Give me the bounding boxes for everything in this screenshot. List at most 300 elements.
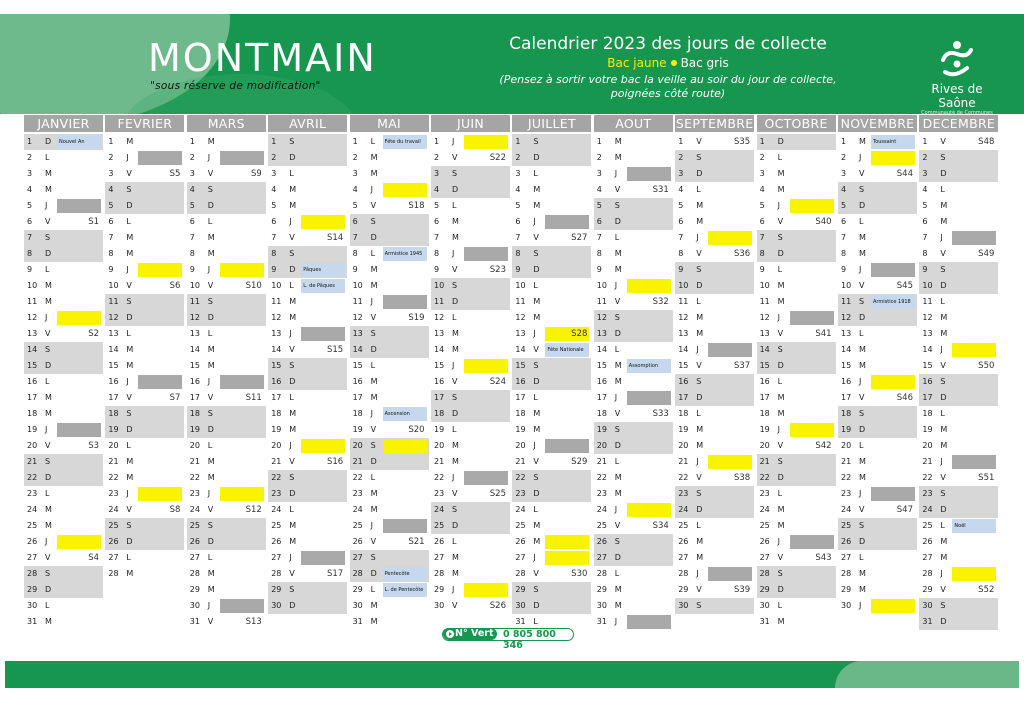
week-number: S37 — [733, 361, 751, 371]
decorative-swoosh — [835, 661, 1019, 688]
day-number: 19 — [352, 425, 363, 434]
day-letter: M — [696, 441, 704, 450]
week-number: S9 — [250, 169, 262, 179]
week-number: S49 — [978, 249, 995, 259]
day-row — [675, 470, 754, 486]
day-letter: V — [696, 249, 702, 258]
day-number: 15 — [434, 361, 445, 370]
day-number: 8 — [759, 249, 765, 258]
month-header: MAI — [350, 115, 429, 132]
day-number: 31 — [596, 617, 607, 626]
day-letter: V — [859, 393, 865, 402]
day-row — [24, 374, 103, 390]
day-number: 17 — [271, 393, 282, 402]
day-letter: M — [533, 425, 541, 434]
day-letter: V — [126, 281, 132, 290]
day-number: 18 — [271, 409, 282, 418]
day-row — [268, 534, 347, 550]
day-number: 5 — [27, 201, 33, 210]
week-number: S44 — [896, 169, 913, 179]
day-number: 21 — [108, 457, 119, 466]
day-letter: J — [614, 169, 618, 178]
day-number: 11 — [27, 297, 38, 306]
day-letter: S — [777, 569, 783, 578]
day-number: 16 — [922, 377, 933, 386]
day-row — [512, 502, 591, 518]
day-letter: V — [207, 617, 214, 626]
day-letter: D — [859, 313, 866, 322]
day-letter: D — [533, 377, 540, 386]
day-number: 20 — [352, 441, 363, 450]
week-number: S14 — [326, 233, 344, 243]
day-number: 28 — [678, 569, 689, 578]
yellow-bin-marker — [301, 439, 345, 453]
day-row — [512, 470, 591, 486]
day-number: 21 — [515, 457, 526, 466]
day-letter: S — [45, 569, 51, 578]
week-number: S5 — [169, 169, 181, 179]
day-letter: S — [940, 265, 946, 274]
week-number: S38 — [733, 473, 751, 483]
day-letter: J — [452, 585, 455, 594]
day-letter: V — [859, 169, 865, 178]
day-number: 20 — [841, 441, 852, 450]
day-letter: M — [777, 169, 785, 178]
day-row — [24, 198, 103, 214]
week-number: S43 — [815, 553, 832, 563]
day-number: 3 — [596, 169, 602, 178]
day-row — [268, 422, 347, 438]
day-number: 25 — [515, 521, 526, 530]
day-letter: D — [777, 585, 784, 594]
day-letter: S — [533, 137, 539, 146]
day-letter: D — [696, 281, 703, 290]
day-letter: S — [370, 553, 376, 562]
day-row — [105, 214, 184, 230]
yellow-bin-marker — [790, 199, 834, 213]
day-letter: D — [696, 393, 703, 402]
day-number: 14 — [271, 345, 282, 354]
day-letter: M — [452, 217, 459, 226]
day-row — [105, 230, 184, 246]
day-number: 12 — [271, 313, 282, 322]
day-letter: J — [207, 489, 211, 498]
day-number: 3 — [189, 169, 195, 178]
day-row — [268, 502, 347, 518]
week-number: S2 — [88, 329, 99, 339]
day-row — [268, 598, 347, 614]
day-letter: D — [533, 601, 540, 610]
month-column-juillet — [512, 115, 591, 626]
day-row — [838, 406, 917, 422]
day-row — [431, 486, 510, 502]
day-number: 3 — [108, 169, 114, 178]
day-number: 28 — [759, 569, 770, 578]
day-letter: S — [289, 361, 295, 370]
day-row — [105, 294, 184, 310]
day-number: 15 — [352, 361, 363, 370]
day-letter: V — [289, 345, 295, 354]
day-row — [24, 214, 103, 230]
day-number: 5 — [922, 201, 928, 210]
day-row — [105, 422, 184, 438]
week-number: S15 — [326, 345, 344, 355]
day-row — [105, 134, 184, 150]
day-letter: M — [859, 569, 866, 578]
day-number: 5 — [515, 201, 521, 210]
day-letter: S — [696, 265, 702, 274]
day-number: 26 — [759, 537, 770, 546]
day-number: 25 — [922, 521, 933, 530]
day-letter: L — [777, 601, 783, 610]
day-letter: D — [777, 361, 784, 370]
day-letter: V — [289, 457, 295, 466]
day-row — [594, 198, 673, 214]
day-number: 10 — [515, 281, 526, 290]
day-number: 19 — [271, 425, 282, 434]
day-letter: J — [207, 377, 211, 386]
day-number: 24 — [922, 505, 933, 514]
day-row — [431, 534, 510, 550]
day-number: 15 — [759, 361, 770, 370]
day-letter: V — [777, 329, 784, 338]
day-number: 27 — [922, 553, 933, 562]
week-number: S25 — [489, 489, 506, 499]
day-number: 2 — [108, 153, 114, 162]
day-row — [268, 470, 347, 486]
day-letter: L — [452, 201, 457, 210]
day-row — [431, 550, 510, 566]
day-row — [919, 134, 998, 150]
day-row — [350, 134, 429, 150]
day-letter: J — [696, 569, 699, 578]
day-row — [512, 278, 591, 294]
day-number: 24 — [189, 505, 200, 514]
day-row — [268, 342, 347, 358]
day-row — [675, 214, 754, 230]
day-letter: M — [370, 617, 378, 626]
day-row — [512, 518, 591, 534]
day-row — [431, 246, 510, 262]
day-letter: L — [126, 553, 131, 562]
day-letter: D — [289, 153, 296, 162]
day-letter: L — [289, 169, 294, 178]
day-letter: V — [289, 569, 295, 578]
holiday-label: L. de Pâques — [301, 279, 345, 293]
day-row — [838, 198, 917, 214]
day-letter: M — [126, 457, 134, 466]
day-letter: L — [452, 537, 457, 546]
day-letter: M — [126, 569, 134, 578]
day-letter: L — [614, 233, 620, 242]
day-letter: S — [859, 521, 865, 530]
holiday-label: Nouvel An — [57, 135, 101, 149]
day-row — [512, 454, 591, 470]
day-number: 25 — [841, 521, 852, 530]
day-letter: J — [45, 537, 48, 546]
day-number: 10 — [678, 281, 689, 290]
day-number: 28 — [189, 569, 200, 578]
day-letter: V — [370, 313, 377, 322]
day-letter: S — [289, 473, 295, 482]
day-row — [919, 310, 998, 326]
day-letter: L — [533, 169, 538, 178]
day-number: 29 — [678, 585, 689, 594]
day-letter: M — [777, 393, 785, 402]
day-letter: L — [370, 473, 376, 482]
town-name: MONTMAIN — [148, 36, 377, 80]
day-number: 26 — [678, 537, 689, 546]
day-number: 30 — [27, 601, 38, 610]
holiday-label: Assomption — [627, 359, 671, 373]
day-number: 1 — [434, 137, 440, 146]
day-letter: J — [45, 425, 48, 434]
day-letter: D — [696, 169, 703, 178]
day-letter: M — [370, 265, 378, 274]
day-number: 1 — [841, 137, 847, 146]
day-letter: L — [614, 345, 620, 354]
day-number: 1 — [108, 137, 114, 146]
day-letter: V — [940, 585, 946, 594]
day-number: 15 — [27, 361, 38, 370]
reserve-note: "sous réserve de modification" — [150, 80, 321, 92]
day-row — [757, 454, 836, 470]
day-letter: M — [533, 185, 541, 194]
day-letter: S — [289, 585, 295, 594]
day-row — [350, 534, 429, 550]
day-letter: J — [777, 313, 780, 322]
day-row — [919, 550, 998, 566]
day-number: 7 — [108, 233, 114, 242]
day-row — [268, 582, 347, 598]
day-number: 24 — [759, 505, 770, 514]
day-row — [431, 374, 510, 390]
day-number: 18 — [189, 409, 200, 418]
day-row — [350, 182, 429, 198]
day-row — [838, 166, 917, 182]
day-row — [919, 294, 998, 310]
day-row — [268, 166, 347, 182]
day-row — [675, 358, 754, 374]
day-number: 4 — [434, 185, 440, 194]
day-number: 18 — [352, 409, 363, 418]
month-header: FEVRIER — [105, 115, 184, 132]
day-row — [594, 518, 673, 534]
day-row — [919, 422, 998, 438]
day-number: 8 — [678, 249, 684, 258]
day-row — [675, 454, 754, 470]
day-letter: J — [859, 153, 862, 162]
day-letter: D — [777, 473, 784, 482]
day-number: 21 — [922, 457, 933, 466]
grey-bin-marker — [220, 599, 264, 613]
day-row — [838, 182, 917, 198]
day-row — [512, 598, 591, 614]
day-number: 8 — [108, 249, 114, 258]
day-row — [187, 438, 266, 454]
month-header: JUILLET — [512, 115, 591, 132]
day-row — [187, 262, 266, 278]
day-letter: M — [614, 265, 622, 274]
day-number: 26 — [434, 537, 445, 546]
day-row — [187, 550, 266, 566]
day-row — [187, 310, 266, 326]
month-header: DECEMBRE — [919, 115, 998, 132]
day-row — [105, 182, 184, 198]
day-letter: S — [126, 521, 132, 530]
day-number: 9 — [271, 265, 277, 274]
day-letter: J — [452, 137, 455, 146]
day-letter: M — [696, 329, 704, 338]
day-number: 19 — [678, 425, 689, 434]
day-letter: M — [45, 505, 52, 514]
day-letter: J — [452, 249, 455, 258]
week-number: S34 — [652, 521, 669, 531]
day-row — [757, 134, 836, 150]
day-number: 20 — [596, 441, 607, 450]
day-number: 10 — [434, 281, 445, 290]
day-number: 8 — [841, 249, 847, 258]
day-row — [838, 374, 917, 390]
day-row — [919, 326, 998, 342]
day-letter: J — [777, 425, 780, 434]
day-row — [512, 294, 591, 310]
day-letter: D — [614, 329, 621, 338]
day-number: 22 — [108, 473, 119, 482]
note-line-2: poignées côté route) — [610, 87, 726, 100]
day-row — [187, 534, 266, 550]
day-row — [838, 454, 917, 470]
day-letter: L — [45, 153, 50, 162]
grey-bin-marker — [138, 151, 182, 165]
day-number: 25 — [759, 521, 770, 530]
day-row — [431, 166, 510, 182]
day-letter: S — [126, 409, 132, 418]
day-number: 28 — [352, 569, 363, 578]
day-letter: D — [696, 505, 703, 514]
logo-figure-icon — [937, 38, 977, 82]
day-row — [919, 166, 998, 182]
day-row — [757, 262, 836, 278]
yellow-bin-marker — [464, 359, 508, 373]
day-letter: S — [45, 233, 51, 242]
day-number: 30 — [189, 601, 200, 610]
day-number: 25 — [596, 521, 607, 530]
day-row — [919, 502, 998, 518]
day-number: 9 — [678, 265, 684, 274]
day-row — [268, 150, 347, 166]
day-number: 22 — [759, 473, 770, 482]
day-letter: M — [452, 329, 459, 338]
day-number: 27 — [841, 553, 852, 562]
day-letter: S — [940, 153, 946, 162]
day-letter: L — [126, 329, 131, 338]
week-number: S35 — [733, 137, 751, 147]
day-letter: V — [370, 537, 377, 546]
day-letter: V — [614, 521, 621, 530]
day-letter: V — [696, 585, 702, 594]
day-row — [24, 390, 103, 406]
day-number: 8 — [922, 249, 928, 258]
day-letter: L — [452, 425, 457, 434]
day-number: 23 — [189, 489, 200, 498]
day-row — [350, 454, 429, 470]
day-number: 28 — [515, 569, 526, 578]
day-letter: M — [207, 137, 215, 146]
day-letter: M — [289, 185, 297, 194]
day-number: 27 — [515, 553, 526, 562]
day-number: 8 — [434, 249, 440, 258]
day-row — [350, 438, 429, 454]
day-row — [24, 342, 103, 358]
day-row — [268, 390, 347, 406]
day-number: 3 — [271, 169, 277, 178]
day-row — [838, 470, 917, 486]
day-number: 15 — [922, 361, 933, 370]
day-row — [675, 278, 754, 294]
day-number: 7 — [922, 233, 928, 242]
holiday-label: Toussaint — [871, 135, 915, 149]
day-number: 25 — [27, 521, 38, 530]
day-row — [594, 614, 673, 630]
day-row — [431, 470, 510, 486]
day-number: 19 — [759, 425, 770, 434]
day-letter: J — [289, 441, 292, 450]
day-letter: M — [126, 345, 134, 354]
day-row — [757, 486, 836, 502]
day-number: 14 — [434, 345, 445, 354]
day-letter: L — [614, 457, 620, 466]
day-letter: S — [533, 249, 539, 258]
day-row — [431, 278, 510, 294]
day-number: 18 — [108, 409, 119, 418]
day-letter: M — [289, 425, 297, 434]
day-number: 3 — [678, 169, 684, 178]
day-row — [838, 518, 917, 534]
day-row — [594, 166, 673, 182]
day-row — [919, 406, 998, 422]
play-arrow-icon — [446, 630, 454, 638]
day-letter: M — [126, 361, 134, 370]
day-letter: L — [696, 521, 701, 530]
day-letter: M — [452, 457, 459, 466]
day-number: 12 — [515, 313, 526, 322]
week-number: S20 — [408, 425, 425, 435]
day-row — [105, 390, 184, 406]
day-letter: M — [452, 345, 459, 354]
holiday-label: Ascension — [383, 407, 427, 421]
day-row — [594, 598, 673, 614]
holiday-label: Pentecôte — [383, 567, 427, 581]
month-header: AOUT — [594, 115, 673, 132]
week-number: S47 — [896, 505, 913, 515]
week-number: S24 — [489, 377, 506, 387]
day-number: 8 — [596, 249, 602, 258]
day-row — [187, 518, 266, 534]
day-row — [594, 262, 673, 278]
day-row — [838, 310, 917, 326]
day-letter: S — [126, 297, 132, 306]
day-letter: J — [533, 217, 536, 226]
day-letter: J — [126, 489, 129, 498]
day-letter: S — [370, 441, 376, 450]
day-row — [24, 550, 103, 566]
week-number: S22 — [489, 153, 506, 163]
day-number: 26 — [922, 537, 933, 546]
day-row — [838, 486, 917, 502]
day-row — [24, 438, 103, 454]
day-letter: J — [859, 489, 862, 498]
